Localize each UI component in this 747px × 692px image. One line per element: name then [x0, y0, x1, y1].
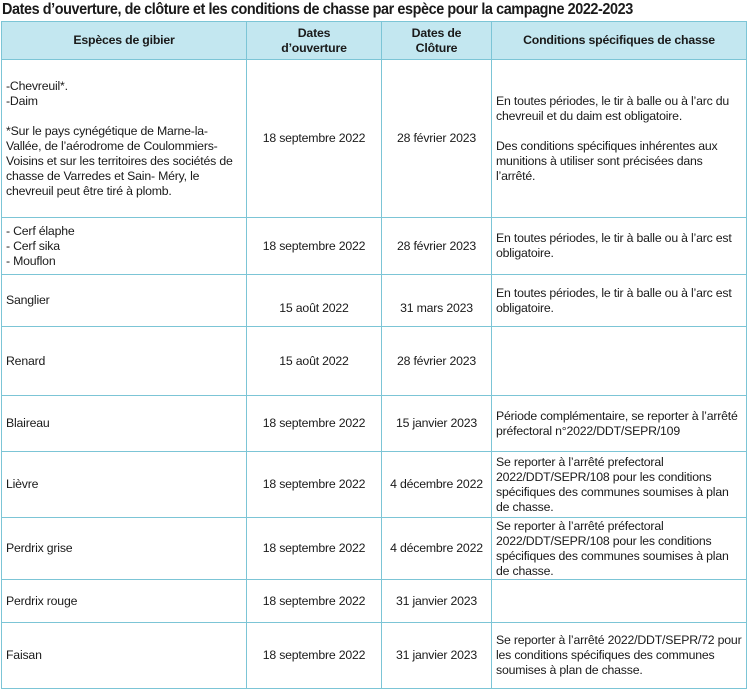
closing-date-cell: 4 décembre 2022 — [382, 518, 492, 580]
conditions-cell — [492, 327, 747, 396]
conditions-cell: En toutes périodes, le tir à balle ou à l’arc est obligatoire. — [492, 218, 747, 275]
closing-date-cell: 31 janvier 2023 — [382, 580, 492, 623]
table-row — [2, 327, 747, 396]
closing-date-cell: 15 janvier 2023 — [382, 396, 492, 452]
species-cell: -Chevreuil*. -Daim *Sur le pays cynégétique de Marne-la-Vallée, de l’aérodrome de Coulommiers-Voisins et sur les territoires des sociétés de chasse de Varredes et Sain- Méry, le chevreuil peut être tiré à plomb. — [2, 60, 247, 218]
table-row — [2, 580, 747, 623]
opening-date-cell: 18 septembre 2022 — [247, 396, 382, 452]
closing-date-cell: 4 décembre 2022 — [382, 452, 492, 518]
opening-date-cell: 18 septembre 2022 — [247, 452, 382, 518]
table-header-row — [2, 22, 747, 60]
species-cell: Perdrix rouge — [2, 580, 247, 623]
opening-date-cell: 18 septembre 2022 — [247, 518, 382, 580]
header-conditions: Conditions spécifiques de chasse — [492, 22, 747, 60]
header-opening-date: Dates d’ouverture — [247, 22, 382, 60]
conditions-cell — [492, 580, 747, 623]
header-species: Espèces de gibier — [2, 22, 247, 60]
species-cell: Sanglier — [2, 275, 247, 327]
opening-date-cell: 18 septembre 2022 — [247, 580, 382, 623]
conditions-cell: Période complémentaire, se reporter à l’arrêté préfectoral n°2022/DDT/SEPR/109 — [492, 396, 747, 452]
closing-date-cell: 28 février 2023 — [382, 327, 492, 396]
table-row — [2, 60, 747, 218]
closing-date-cell: 28 février 2023 — [382, 218, 492, 275]
conditions-cell: En toutes périodes, le tir à balle ou à l’arc du chevreuil et du daim est obligatoire. Des conditions spécifiques inhérentes aux munitions à utiliser sont précisées dans l’arrêté. — [492, 60, 747, 218]
table-row — [2, 452, 747, 518]
conditions-cell: Se reporter à l’arrêté préfectoral 2022/DDT/SEPR/108 pour les conditions spécifiques des communes soumises à plan de chasse. — [492, 518, 747, 580]
table-row — [2, 396, 747, 452]
species-cell: Blaireau — [2, 396, 247, 452]
table-row — [2, 623, 747, 689]
species-cell: - Cerf élaphe - Cerf sika - Mouflon — [2, 218, 247, 275]
page-title: Dates d’ouverture, de clôture et les conditions de chasse par espèce pour la campagne 2022-2023 — [2, 1, 633, 18]
species-cell: Faisan — [2, 623, 247, 689]
conditions-cell: En toutes périodes, le tir à balle ou à l’arc est obligatoire. — [492, 275, 747, 327]
opening-date-cell: 18 septembre 2022 — [247, 218, 382, 275]
hunting-dates-table — [1, 21, 747, 689]
table-row — [2, 518, 747, 580]
closing-date-cell: 28 février 2023 — [382, 60, 492, 218]
closing-date-cell: 31 mars 2023 — [382, 275, 492, 327]
closing-date-cell: 31 janvier 2023 — [382, 623, 492, 689]
conditions-cell: Se reporter à l’arrêté 2022/DDT/SEPR/72 pour les conditions spécifiques des communes soumises à plan de chasse. — [492, 623, 747, 689]
species-cell: Renard — [2, 327, 247, 396]
species-cell: Perdrix grise — [2, 518, 247, 580]
opening-date-cell: 18 septembre 2022 — [247, 60, 382, 218]
table-row — [2, 275, 747, 327]
opening-date-cell: 18 septembre 2022 — [247, 623, 382, 689]
species-cell: Lièvre — [2, 452, 247, 518]
header-closing-date: Dates de Clôture — [382, 22, 492, 60]
table-row — [2, 218, 747, 275]
opening-date-cell: 15 août 2022 — [247, 327, 382, 396]
conditions-cell: Se reporter à l’arrêté prefectoral 2022/DDT/SEPR/108 pour les conditions spécifiques des communes soumises à plan de chasse. — [492, 452, 747, 518]
opening-date-cell: 15 août 2022 — [247, 275, 382, 327]
